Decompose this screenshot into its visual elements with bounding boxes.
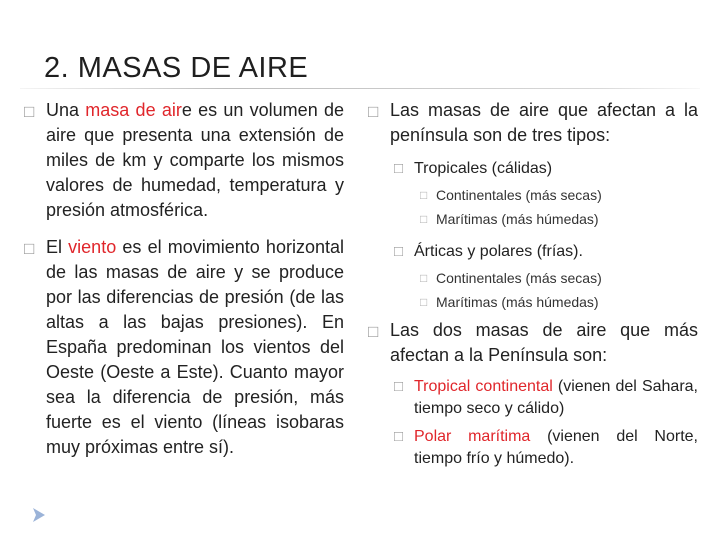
articas-item	[366, 241, 698, 263]
bullet-icon: □	[420, 271, 428, 285]
articas-continentales	[366, 266, 698, 290]
nav-arrow-icon[interactable]	[30, 506, 48, 524]
highlight-tropical-continental: Tropical continental	[414, 378, 553, 395]
bullet-icon: □	[394, 243, 404, 260]
tropicales-continentales	[366, 183, 698, 207]
text-post: e es un volumen de aire que presenta una extensión de miles de km y comparte los mismos valores de humedad, temperatura y presión atmosférica.	[46, 100, 344, 220]
highlight-viento: viento	[68, 237, 117, 257]
bullet-icon: □	[420, 188, 428, 202]
subitem-label: Continentales (más secas)	[436, 187, 602, 203]
bullet-icon: □	[24, 102, 35, 121]
definition-masa-de-aire	[22, 98, 344, 223]
text-pre: Una	[46, 100, 86, 120]
title-divider	[20, 88, 700, 89]
text-post: es el movimiento horizontal de las masas de aire y se produce por las diferencias de presión (de las altas a las bajas presiones). En España predominan los vientos del Oeste (Oeste a Este). Cuanto mayor sea la diferencia de presión, más fuerte es el viento (líneas isobaras muy próximas entre sí).	[46, 237, 344, 457]
left-column	[22, 98, 344, 460]
bullet-icon: □	[420, 295, 428, 309]
definition-viento	[22, 235, 344, 460]
articas-maritimas	[366, 290, 698, 314]
bullet-icon: □	[394, 428, 404, 445]
bullet-icon: □	[368, 322, 379, 341]
subitem-label: Marítimas (más húmedas)	[436, 294, 599, 310]
tropicales-maritimas	[366, 207, 698, 231]
text-pre: El	[46, 237, 69, 257]
tipos-intro	[366, 98, 698, 148]
tipos-intro-text: Las masas de aire que afectan a la península son de tres tipos:	[390, 100, 698, 145]
subitem-label: Continentales (más secas)	[436, 270, 602, 286]
principales-intro-text: Las dos masas de aire que más afectan a la Península son:	[390, 320, 698, 365]
bullet-icon: □	[420, 212, 428, 226]
slide-title: 2. MASAS DE AIRE	[44, 52, 309, 84]
articas-label: Árticas y polares (frías).	[414, 243, 583, 260]
bullet-icon: □	[368, 102, 379, 121]
tropical-continental-item	[366, 376, 698, 420]
polar-maritima-item	[366, 426, 698, 470]
tropicales-label: Tropicales (cálidas)	[414, 160, 553, 177]
tropical-continental-desc: (vienen del Sahara, tiempo seco y cálido)	[414, 378, 698, 417]
bullet-icon: □	[394, 378, 404, 395]
tropicales-item	[366, 158, 698, 180]
bullet-icon: □	[394, 160, 404, 177]
bullet-icon: □	[24, 239, 35, 258]
principales-intro	[366, 318, 698, 368]
highlight-polar-maritima: Polar marítima	[414, 428, 531, 445]
right-column	[366, 98, 698, 470]
subitem-label: Marítimas (más húmedas)	[436, 211, 599, 227]
highlight-masa-de-aire: masa de air	[85, 100, 182, 120]
polar-maritima-desc: (vienen del Norte, tiempo frío y húmedo).	[414, 428, 699, 467]
